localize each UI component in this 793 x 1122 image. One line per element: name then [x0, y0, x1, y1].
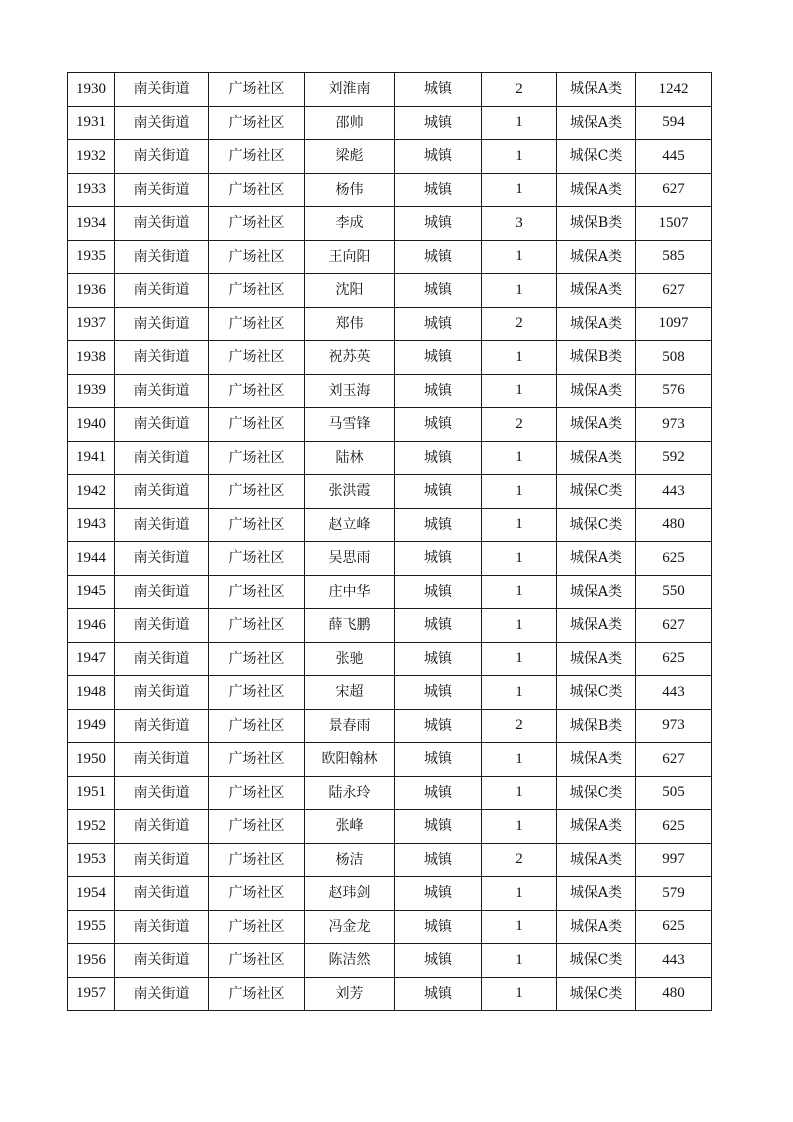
insurance-category-cell: 城保A类 — [557, 240, 636, 274]
table-row — [68, 106, 712, 140]
subdistrict-cell: 南关街道 — [115, 441, 209, 475]
subdistrict-cell: 南关街道 — [115, 609, 209, 643]
insurance-category-cell: 城保A类 — [557, 877, 636, 911]
subdistrict-cell: 南关街道 — [115, 709, 209, 743]
insurance-category-cell: 城保C类 — [557, 944, 636, 978]
amount-cell: 594 — [636, 106, 712, 140]
amount-cell: 1507 — [636, 207, 712, 241]
subdistrict-cell: 南关街道 — [115, 944, 209, 978]
table-row — [68, 408, 712, 442]
person-name-cell: 张洪霞 — [305, 475, 395, 509]
residence-type-cell: 城镇 — [395, 642, 482, 676]
table-row — [68, 341, 712, 375]
person-name-cell: 张驰 — [305, 642, 395, 676]
community-cell: 广场社区 — [209, 441, 305, 475]
serial-number-cell: 1953 — [68, 843, 115, 877]
table-row — [68, 73, 712, 107]
serial-number-cell: 1940 — [68, 408, 115, 442]
amount-cell: 625 — [636, 542, 712, 576]
household-size-cell: 1 — [482, 173, 557, 207]
subdistrict-cell: 南关街道 — [115, 475, 209, 509]
subdistrict-cell: 南关街道 — [115, 542, 209, 576]
insurance-category-cell: 城保A类 — [557, 173, 636, 207]
household-size-cell: 3 — [482, 207, 557, 241]
household-size-cell: 1 — [482, 977, 557, 1011]
serial-number-cell: 1952 — [68, 810, 115, 844]
amount-cell: 443 — [636, 944, 712, 978]
serial-number-cell: 1931 — [68, 106, 115, 140]
amount-cell: 585 — [636, 240, 712, 274]
residence-type-cell: 城镇 — [395, 542, 482, 576]
residence-type-cell: 城镇 — [395, 977, 482, 1011]
person-name-cell: 宋超 — [305, 676, 395, 710]
serial-number-cell: 1948 — [68, 676, 115, 710]
community-cell: 广场社区 — [209, 642, 305, 676]
person-name-cell: 赵立峰 — [305, 508, 395, 542]
community-cell: 广场社区 — [209, 609, 305, 643]
community-cell: 广场社区 — [209, 106, 305, 140]
person-name-cell: 陆林 — [305, 441, 395, 475]
subdistrict-cell: 南关街道 — [115, 508, 209, 542]
insurance-category-cell: 城保C类 — [557, 475, 636, 509]
serial-number-cell: 1949 — [68, 709, 115, 743]
community-cell: 广场社区 — [209, 843, 305, 877]
table-row — [68, 240, 712, 274]
amount-cell: 973 — [636, 408, 712, 442]
table-row — [68, 944, 712, 978]
person-name-cell: 李成 — [305, 207, 395, 241]
amount-cell: 1242 — [636, 73, 712, 107]
person-name-cell: 王向阳 — [305, 240, 395, 274]
household-size-cell: 2 — [482, 709, 557, 743]
household-size-cell: 1 — [482, 944, 557, 978]
insurance-category-cell: 城保B类 — [557, 341, 636, 375]
serial-number-cell: 1947 — [68, 642, 115, 676]
community-cell: 广场社区 — [209, 575, 305, 609]
community-cell: 广场社区 — [209, 810, 305, 844]
serial-number-cell: 1946 — [68, 609, 115, 643]
insurance-category-cell: 城保A类 — [557, 810, 636, 844]
person-name-cell: 梁彪 — [305, 140, 395, 174]
serial-number-cell: 1936 — [68, 274, 115, 308]
table-row — [68, 709, 712, 743]
household-size-cell: 1 — [482, 274, 557, 308]
subdistrict-cell: 南关街道 — [115, 307, 209, 341]
amount-cell: 627 — [636, 173, 712, 207]
serial-number-cell: 1933 — [68, 173, 115, 207]
residence-type-cell: 城镇 — [395, 73, 482, 107]
person-name-cell: 景春雨 — [305, 709, 395, 743]
amount-cell: 627 — [636, 609, 712, 643]
table-row — [68, 575, 712, 609]
person-name-cell: 邵帅 — [305, 106, 395, 140]
subdistrict-cell: 南关街道 — [115, 810, 209, 844]
serial-number-cell: 1932 — [68, 140, 115, 174]
insurance-category-cell: 城保A类 — [557, 843, 636, 877]
amount-cell: 508 — [636, 341, 712, 375]
subdistrict-cell: 南关街道 — [115, 910, 209, 944]
insurance-category-cell: 城保B类 — [557, 207, 636, 241]
residence-type-cell: 城镇 — [395, 374, 482, 408]
insurance-category-cell: 城保A类 — [557, 609, 636, 643]
person-name-cell: 薛飞鹏 — [305, 609, 395, 643]
table-row — [68, 776, 712, 810]
table-row — [68, 542, 712, 576]
household-size-cell: 1 — [482, 542, 557, 576]
amount-cell: 627 — [636, 274, 712, 308]
community-cell: 广场社区 — [209, 542, 305, 576]
serial-number-cell: 1934 — [68, 207, 115, 241]
insurance-category-cell: 城保C类 — [557, 676, 636, 710]
table-row — [68, 441, 712, 475]
household-size-cell: 1 — [482, 441, 557, 475]
subdistrict-cell: 南关街道 — [115, 743, 209, 777]
household-size-cell: 1 — [482, 240, 557, 274]
amount-cell: 625 — [636, 642, 712, 676]
subdistrict-cell: 南关街道 — [115, 374, 209, 408]
residence-type-cell: 城镇 — [395, 408, 482, 442]
community-cell: 广场社区 — [209, 207, 305, 241]
person-name-cell: 吴思雨 — [305, 542, 395, 576]
community-cell: 广场社区 — [209, 910, 305, 944]
insurance-category-cell: 城保A类 — [557, 106, 636, 140]
subdistrict-cell: 南关街道 — [115, 207, 209, 241]
amount-cell: 592 — [636, 441, 712, 475]
household-size-cell: 1 — [482, 676, 557, 710]
amount-cell: 505 — [636, 776, 712, 810]
household-size-cell: 2 — [482, 307, 557, 341]
residence-type-cell: 城镇 — [395, 743, 482, 777]
residence-type-cell: 城镇 — [395, 307, 482, 341]
insurance-category-cell: 城保C类 — [557, 508, 636, 542]
community-cell: 广场社区 — [209, 341, 305, 375]
household-size-cell: 1 — [482, 374, 557, 408]
person-name-cell: 陈洁然 — [305, 944, 395, 978]
amount-cell: 579 — [636, 877, 712, 911]
residence-type-cell: 城镇 — [395, 140, 482, 174]
community-cell: 广场社区 — [209, 977, 305, 1011]
person-name-cell: 杨伟 — [305, 173, 395, 207]
household-size-cell: 1 — [482, 575, 557, 609]
household-size-cell: 2 — [482, 73, 557, 107]
serial-number-cell: 1941 — [68, 441, 115, 475]
community-cell: 广场社区 — [209, 877, 305, 911]
insurance-category-cell: 城保A类 — [557, 441, 636, 475]
insurance-category-cell: 城保C类 — [557, 776, 636, 810]
insurance-category-cell: 城保B类 — [557, 709, 636, 743]
community-cell: 广场社区 — [209, 240, 305, 274]
serial-number-cell: 1937 — [68, 307, 115, 341]
table-row — [68, 642, 712, 676]
subdistrict-cell: 南关街道 — [115, 877, 209, 911]
amount-cell: 576 — [636, 374, 712, 408]
residence-type-cell: 城镇 — [395, 274, 482, 308]
community-cell: 广场社区 — [209, 73, 305, 107]
serial-number-cell: 1957 — [68, 977, 115, 1011]
residence-type-cell: 城镇 — [395, 609, 482, 643]
residence-type-cell: 城镇 — [395, 575, 482, 609]
community-cell: 广场社区 — [209, 475, 305, 509]
community-cell: 广场社区 — [209, 374, 305, 408]
community-cell: 广场社区 — [209, 743, 305, 777]
household-size-cell: 1 — [482, 776, 557, 810]
amount-cell: 443 — [636, 475, 712, 509]
insurance-category-cell: 城保A类 — [557, 642, 636, 676]
person-name-cell: 刘芳 — [305, 977, 395, 1011]
household-size-cell: 1 — [482, 877, 557, 911]
insurance-category-cell: 城保C类 — [557, 140, 636, 174]
table-row — [68, 743, 712, 777]
community-cell: 广场社区 — [209, 307, 305, 341]
person-name-cell: 赵玮剑 — [305, 877, 395, 911]
residence-type-cell: 城镇 — [395, 207, 482, 241]
serial-number-cell: 1935 — [68, 240, 115, 274]
table-row — [68, 508, 712, 542]
table-row — [68, 307, 712, 341]
community-cell: 广场社区 — [209, 508, 305, 542]
person-name-cell: 张峰 — [305, 810, 395, 844]
household-size-cell: 1 — [482, 743, 557, 777]
table-row — [68, 475, 712, 509]
table-row — [68, 609, 712, 643]
subdistrict-cell: 南关街道 — [115, 140, 209, 174]
table-row — [68, 274, 712, 308]
records-table — [67, 72, 712, 1011]
household-size-cell: 1 — [482, 609, 557, 643]
residence-type-cell: 城镇 — [395, 877, 482, 911]
serial-number-cell: 1939 — [68, 374, 115, 408]
table-row — [68, 676, 712, 710]
serial-number-cell: 1942 — [68, 475, 115, 509]
amount-cell: 1097 — [636, 307, 712, 341]
amount-cell: 627 — [636, 743, 712, 777]
community-cell: 广场社区 — [209, 173, 305, 207]
residence-type-cell: 城镇 — [395, 441, 482, 475]
amount-cell: 625 — [636, 810, 712, 844]
serial-number-cell: 1944 — [68, 542, 115, 576]
community-cell: 广场社区 — [209, 140, 305, 174]
residence-type-cell: 城镇 — [395, 910, 482, 944]
person-name-cell: 欧阳翰林 — [305, 743, 395, 777]
insurance-category-cell: 城保A类 — [557, 575, 636, 609]
serial-number-cell: 1943 — [68, 508, 115, 542]
community-cell: 广场社区 — [209, 709, 305, 743]
household-size-cell: 2 — [482, 843, 557, 877]
person-name-cell: 刘玉海 — [305, 374, 395, 408]
residence-type-cell: 城镇 — [395, 341, 482, 375]
household-size-cell: 1 — [482, 508, 557, 542]
household-size-cell: 1 — [482, 475, 557, 509]
insurance-category-cell: 城保A类 — [557, 307, 636, 341]
table-row — [68, 910, 712, 944]
table-row — [68, 207, 712, 241]
serial-number-cell: 1945 — [68, 575, 115, 609]
household-size-cell: 1 — [482, 642, 557, 676]
serial-number-cell: 1938 — [68, 341, 115, 375]
insurance-category-cell: 城保A类 — [557, 743, 636, 777]
amount-cell: 445 — [636, 140, 712, 174]
household-size-cell: 1 — [482, 140, 557, 174]
table-row — [68, 843, 712, 877]
residence-type-cell: 城镇 — [395, 944, 482, 978]
serial-number-cell: 1951 — [68, 776, 115, 810]
subdistrict-cell: 南关街道 — [115, 776, 209, 810]
person-name-cell: 郑伟 — [305, 307, 395, 341]
subdistrict-cell: 南关街道 — [115, 341, 209, 375]
table-row — [68, 877, 712, 911]
person-name-cell: 冯金龙 — [305, 910, 395, 944]
household-size-cell: 1 — [482, 910, 557, 944]
insurance-category-cell: 城保A类 — [557, 374, 636, 408]
serial-number-cell: 1950 — [68, 743, 115, 777]
serial-number-cell: 1954 — [68, 877, 115, 911]
residence-type-cell: 城镇 — [395, 676, 482, 710]
table-row — [68, 810, 712, 844]
insurance-category-cell: 城保A类 — [557, 408, 636, 442]
subdistrict-cell: 南关街道 — [115, 274, 209, 308]
amount-cell: 480 — [636, 977, 712, 1011]
insurance-category-cell: 城保A类 — [557, 910, 636, 944]
insurance-category-cell: 城保A类 — [557, 274, 636, 308]
residence-type-cell: 城镇 — [395, 776, 482, 810]
community-cell: 广场社区 — [209, 408, 305, 442]
table-row — [68, 173, 712, 207]
serial-number-cell: 1955 — [68, 910, 115, 944]
records-table-body — [68, 73, 712, 1011]
amount-cell: 997 — [636, 843, 712, 877]
community-cell: 广场社区 — [209, 776, 305, 810]
insurance-category-cell: 城保A类 — [557, 542, 636, 576]
subdistrict-cell: 南关街道 — [115, 173, 209, 207]
residence-type-cell: 城镇 — [395, 240, 482, 274]
subdistrict-cell: 南关街道 — [115, 575, 209, 609]
subdistrict-cell: 南关街道 — [115, 240, 209, 274]
residence-type-cell: 城镇 — [395, 173, 482, 207]
person-name-cell: 沈阳 — [305, 274, 395, 308]
residence-type-cell: 城镇 — [395, 508, 482, 542]
residence-type-cell: 城镇 — [395, 810, 482, 844]
subdistrict-cell: 南关街道 — [115, 642, 209, 676]
community-cell: 广场社区 — [209, 274, 305, 308]
subdistrict-cell: 南关街道 — [115, 73, 209, 107]
person-name-cell: 陆永玲 — [305, 776, 395, 810]
table-row — [68, 374, 712, 408]
subdistrict-cell: 南关街道 — [115, 106, 209, 140]
subdistrict-cell: 南关街道 — [115, 977, 209, 1011]
household-size-cell: 1 — [482, 341, 557, 375]
subdistrict-cell: 南关街道 — [115, 843, 209, 877]
person-name-cell: 杨洁 — [305, 843, 395, 877]
insurance-category-cell: 城保A类 — [557, 73, 636, 107]
person-name-cell: 马雪锋 — [305, 408, 395, 442]
amount-cell: 443 — [636, 676, 712, 710]
subdistrict-cell: 南关街道 — [115, 408, 209, 442]
household-size-cell: 1 — [482, 106, 557, 140]
amount-cell: 625 — [636, 910, 712, 944]
person-name-cell: 刘淮南 — [305, 73, 395, 107]
insurance-category-cell: 城保C类 — [557, 977, 636, 1011]
table-row — [68, 140, 712, 174]
community-cell: 广场社区 — [209, 676, 305, 710]
amount-cell: 550 — [636, 575, 712, 609]
serial-number-cell: 1930 — [68, 73, 115, 107]
person-name-cell: 庄中华 — [305, 575, 395, 609]
residence-type-cell: 城镇 — [395, 106, 482, 140]
household-size-cell: 2 — [482, 408, 557, 442]
residence-type-cell: 城镇 — [395, 843, 482, 877]
community-cell: 广场社区 — [209, 944, 305, 978]
serial-number-cell: 1956 — [68, 944, 115, 978]
amount-cell: 480 — [636, 508, 712, 542]
amount-cell: 973 — [636, 709, 712, 743]
subdistrict-cell: 南关街道 — [115, 676, 209, 710]
household-size-cell: 1 — [482, 810, 557, 844]
person-name-cell: 祝苏英 — [305, 341, 395, 375]
residence-type-cell: 城镇 — [395, 475, 482, 509]
residence-type-cell: 城镇 — [395, 709, 482, 743]
table-row — [68, 977, 712, 1011]
